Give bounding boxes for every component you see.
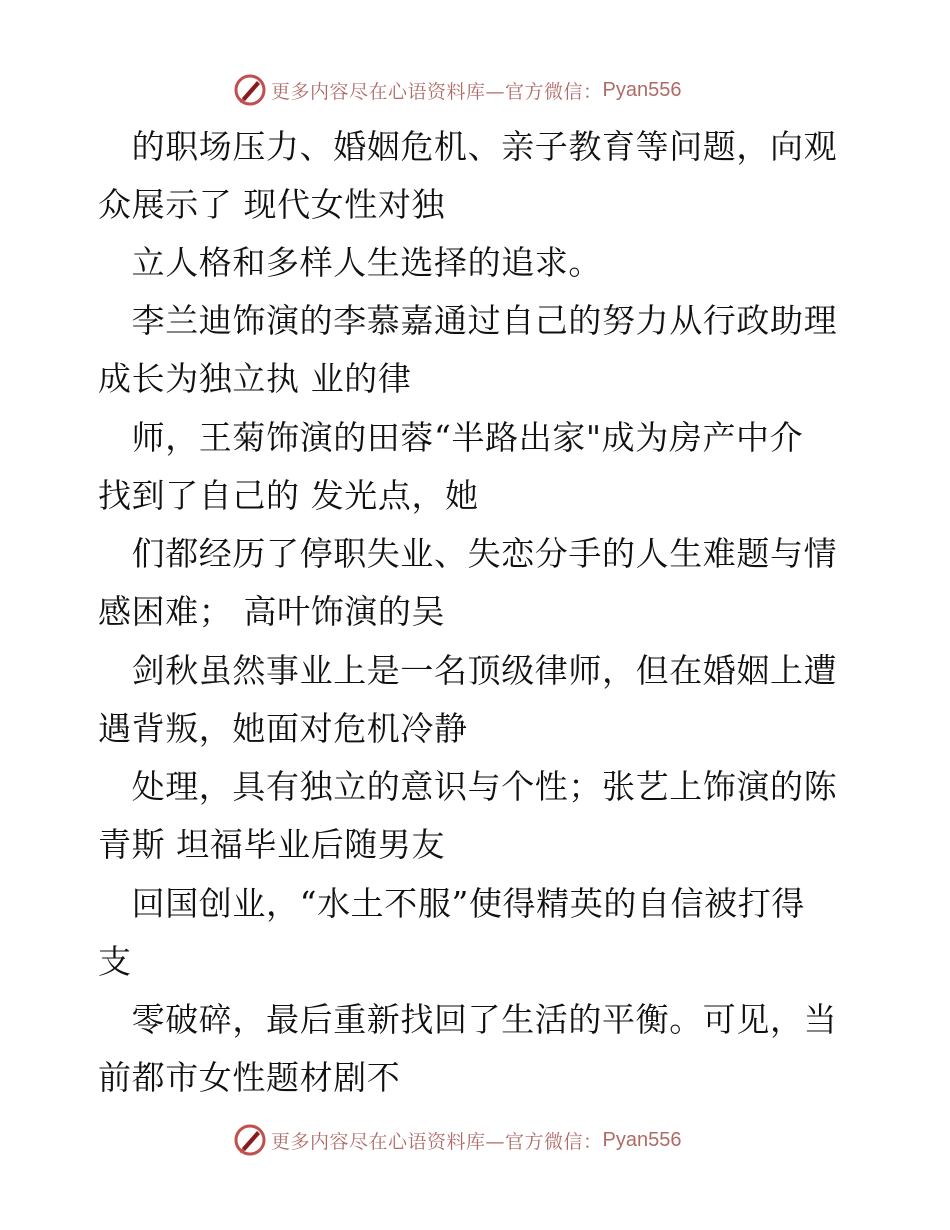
- paragraph-4-line-2: 找到了自己的 发光点，她: [98, 476, 479, 515]
- paragraph-6-line-1: 剑秋虽然事业上是一名顶级律师，但在婚姻上遭: [98, 651, 838, 690]
- paragraph-9-line-1: 零破碎，最后重新找回了生活的平衡。可见，当: [98, 1000, 838, 1039]
- header-banner-wechat-id: Pyan556: [602, 78, 682, 101]
- paragraph-7-line-2: 青斯 坦福毕业后随男友: [98, 825, 446, 864]
- paragraph-8-line-2: 支: [98, 942, 132, 981]
- paragraph-4-line-1: 师，王菊饰演的田蓉“半路出家"成为房产中介: [98, 418, 804, 457]
- paragraph-3-line-2: 成长为独立执 业的律: [98, 359, 412, 398]
- paragraph-5-line-1: 们都经历了停职失业、失恋分手的人生难题与情: [98, 534, 838, 573]
- paragraph-6-line-2: 遇背叛，她面对危机冷静: [98, 709, 468, 748]
- paragraph-5-line-2: 感困难； 高叶饰演的吴: [98, 592, 446, 631]
- paragraph-3-line-1: 李兰迪饰演的李慕嘉通过自己的努力从行政助理: [98, 301, 838, 340]
- paragraph-7-line-1: 处理，具有独立的意识与个性；张艺上饰演的陈: [98, 767, 838, 806]
- header-watermark-banner: [233, 72, 681, 108]
- paragraph-1-line-2: 众展示了 现代女性对独: [98, 185, 446, 224]
- paragraph-2-line-1: 立人格和多样人生选择的追求。: [98, 243, 602, 282]
- pen-logo-icon: [233, 73, 267, 107]
- paragraph-9-line-2: 前都市女性题材剧不: [98, 1058, 401, 1097]
- header-banner-text: 更多内容尽在心语资料库—官方微信：: [271, 80, 603, 103]
- footer-banner-wechat-id: Pyan556: [602, 1128, 682, 1151]
- paragraph-1-line-1: 的职场压力、婚姻危机、亲子教育等问题，向观: [98, 127, 838, 166]
- paragraph-8-line-1: 回国创业，“水土不服”使得精英的自信被打得: [98, 884, 805, 923]
- footer-banner-text: 更多内容尽在心语资料库—官方微信：: [271, 1130, 603, 1153]
- pen-logo-icon: [233, 1123, 267, 1157]
- footer-watermark-banner: [233, 1122, 681, 1158]
